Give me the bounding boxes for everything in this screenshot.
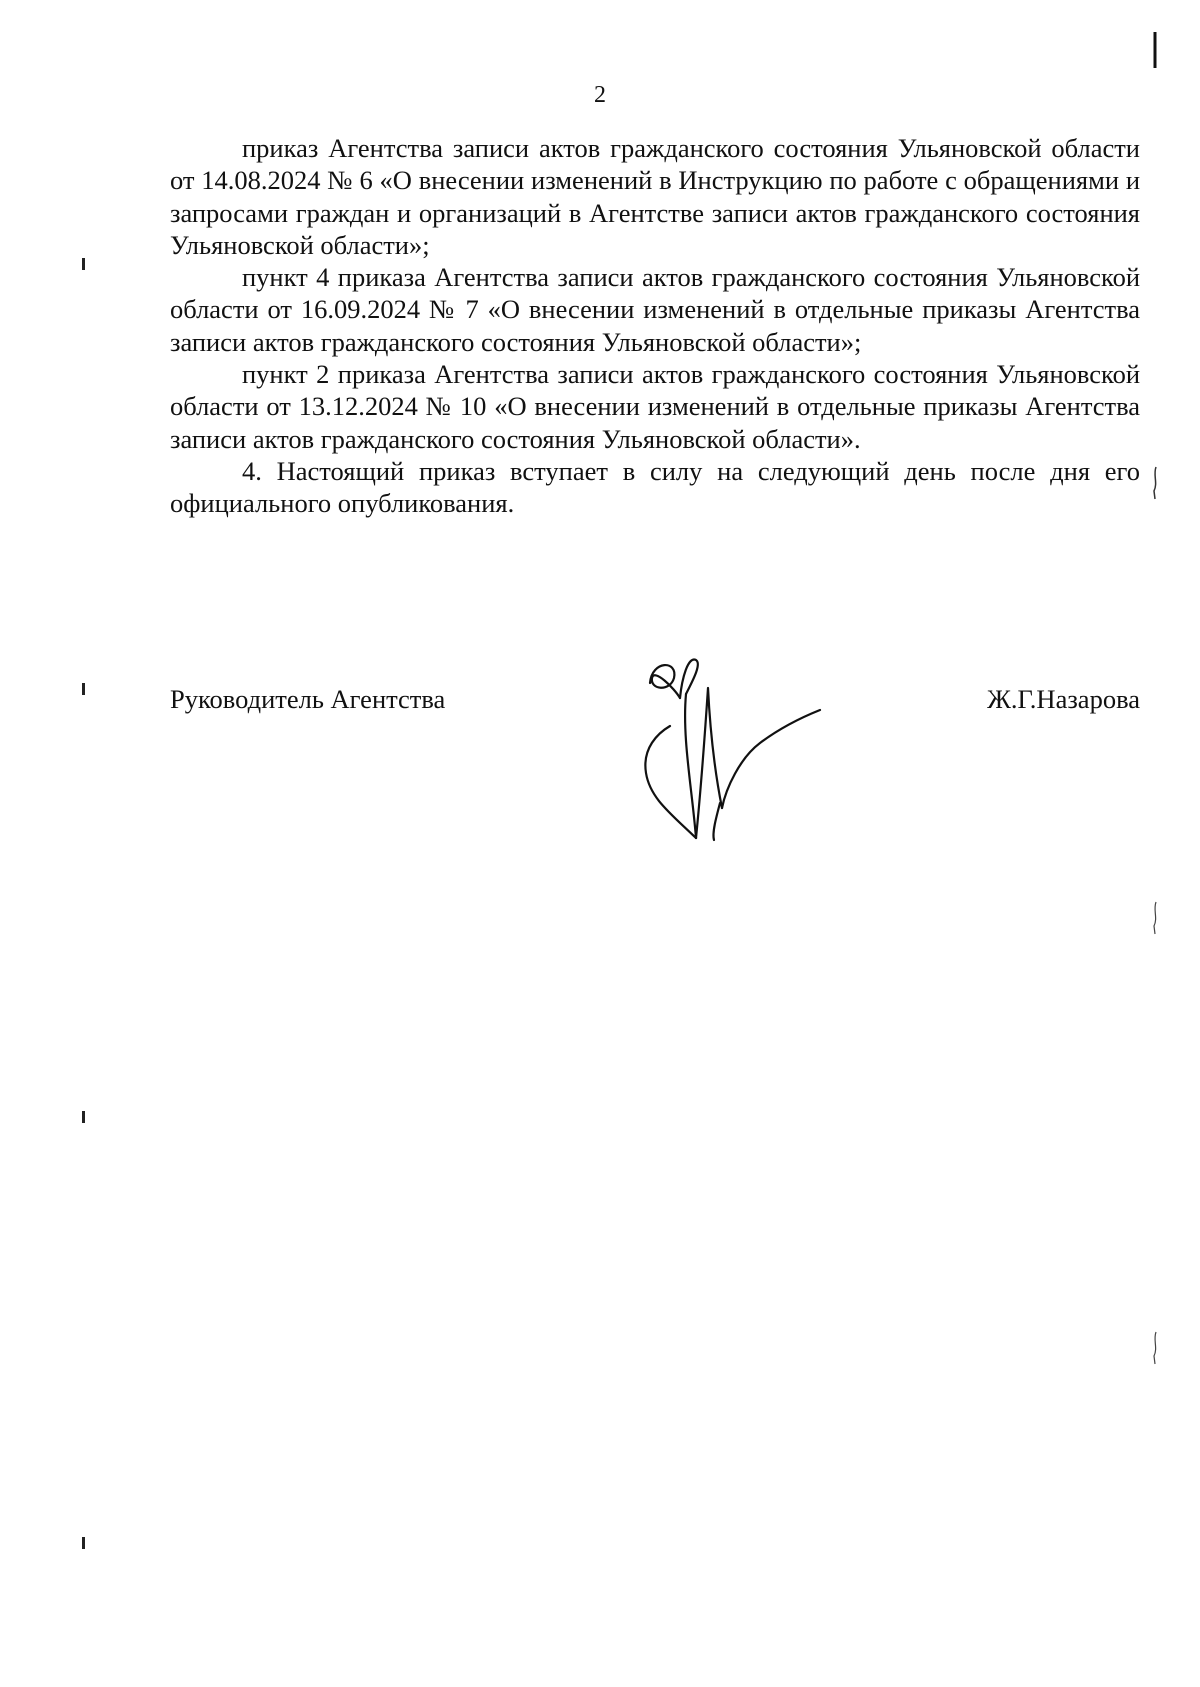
document-body <box>170 132 1140 520</box>
page-number: 2 <box>594 82 606 108</box>
paragraph-order-2024-12-13: пункт 2 приказа Агентства записи актов гражданского состояния Ульяновской области от 13.12.2024 № 10 «О внесении изменений в отдельные приказы Агентства записи актов гражданского состояния Ульяновской области». <box>170 359 1140 454</box>
edge-scan-mark <box>1150 900 1160 936</box>
binding-mark <box>82 1537 85 1549</box>
paragraph-item-4-effective-date: 4. Настоящий приказ вступает в силу на следующий день после дня его официального опубликования. <box>170 455 1140 519</box>
binding-mark <box>82 683 85 695</box>
binding-mark <box>82 1111 85 1123</box>
paragraph-order-2024-08-14: приказ Агентства записи актов гражданского состояния Ульяновской области от 14.08.2024 № 6 «О внесении изменений в Инструкцию по работе с обращениями и запросами граждан и организаций в Агентстве записи актов гражданского состояния Ульяновской области»; <box>170 133 1140 260</box>
binding-mark <box>82 258 85 270</box>
signatory-name: Ж.Г.Назарова <box>987 684 1140 714</box>
edge-scan-mark <box>1150 465 1160 501</box>
signatory-position: Руководитель Агентства <box>170 684 446 714</box>
handwritten-signature <box>630 648 830 848</box>
edge-scan-mark <box>1150 30 1160 70</box>
paragraph-order-2024-09-16: пункт 4 приказа Агентства записи актов гражданского состояния Ульяновской области от 16.09.2024 № 7 «О внесении изменений в отдельные приказы Агентства записи актов гражданского состояния Ульяновской области»; <box>170 262 1140 357</box>
edge-scan-mark <box>1150 1330 1160 1366</box>
